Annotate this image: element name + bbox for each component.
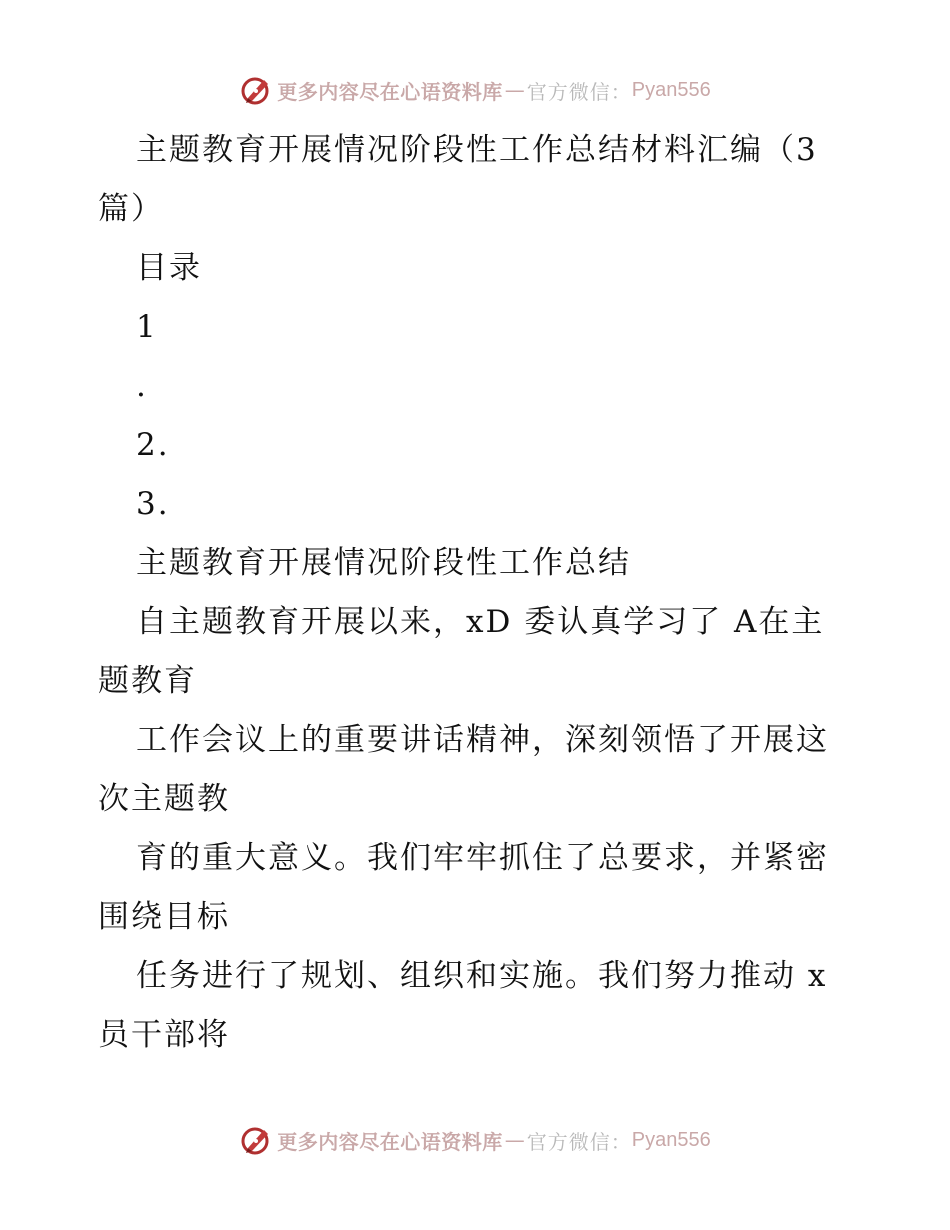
footer-wechat-label: 官方微信： <box>526 1129 632 1154</box>
header-dash: — <box>504 78 525 102</box>
toc-item-2: 2. <box>136 427 170 463</box>
paragraph-line: 员干部将 <box>98 1017 230 1053</box>
header-slogan: 更多内容尽在心语资料库 <box>277 79 503 104</box>
paragraph-line: 题教育 <box>98 663 197 699</box>
toc-item-1: 1 <box>136 309 158 345</box>
pen-logo-icon <box>239 73 273 107</box>
footer-dash: — <box>504 1128 525 1152</box>
toc-item-1-dot: . <box>136 368 148 404</box>
section-heading: 主题教育开展情况阶段性工作总结 <box>136 545 631 581</box>
header-wechat-id: Pyan556 <box>631 78 711 101</box>
toc-heading: 目录 <box>136 250 202 286</box>
paragraph-line: 自主题教育开展以来，xD 委认真学习了 A在主 <box>136 604 825 640</box>
paragraph-line: 次主题教 <box>98 781 230 817</box>
header-wechat-label: 官方微信： <box>526 79 632 104</box>
pen-logo-icon <box>239 1123 273 1157</box>
footer-slogan: 更多内容尽在心语资料库 <box>277 1129 503 1154</box>
document-title: 主题教育开展情况阶段性工作总结材料汇编（3 <box>136 132 818 168</box>
paragraph-line: 育的重大意义。我们牢牢抓住了总要求，并紧密 <box>136 840 829 876</box>
document-body <box>98 121 858 1065</box>
toc-item-3: 3. <box>136 486 170 522</box>
paragraph-line: 任务进行了规划、组织和实施。我们努力推动 x <box>136 958 828 994</box>
header-banner <box>0 70 950 110</box>
paragraph-line: 工作会议上的重要讲话精神，深刻领悟了开展这 <box>136 722 829 758</box>
footer-banner <box>0 1120 950 1160</box>
footer-wechat-id: Pyan556 <box>631 1128 711 1151</box>
document-title-continued: 篇） <box>98 191 164 227</box>
paragraph-line: 围绕目标 <box>98 899 230 935</box>
